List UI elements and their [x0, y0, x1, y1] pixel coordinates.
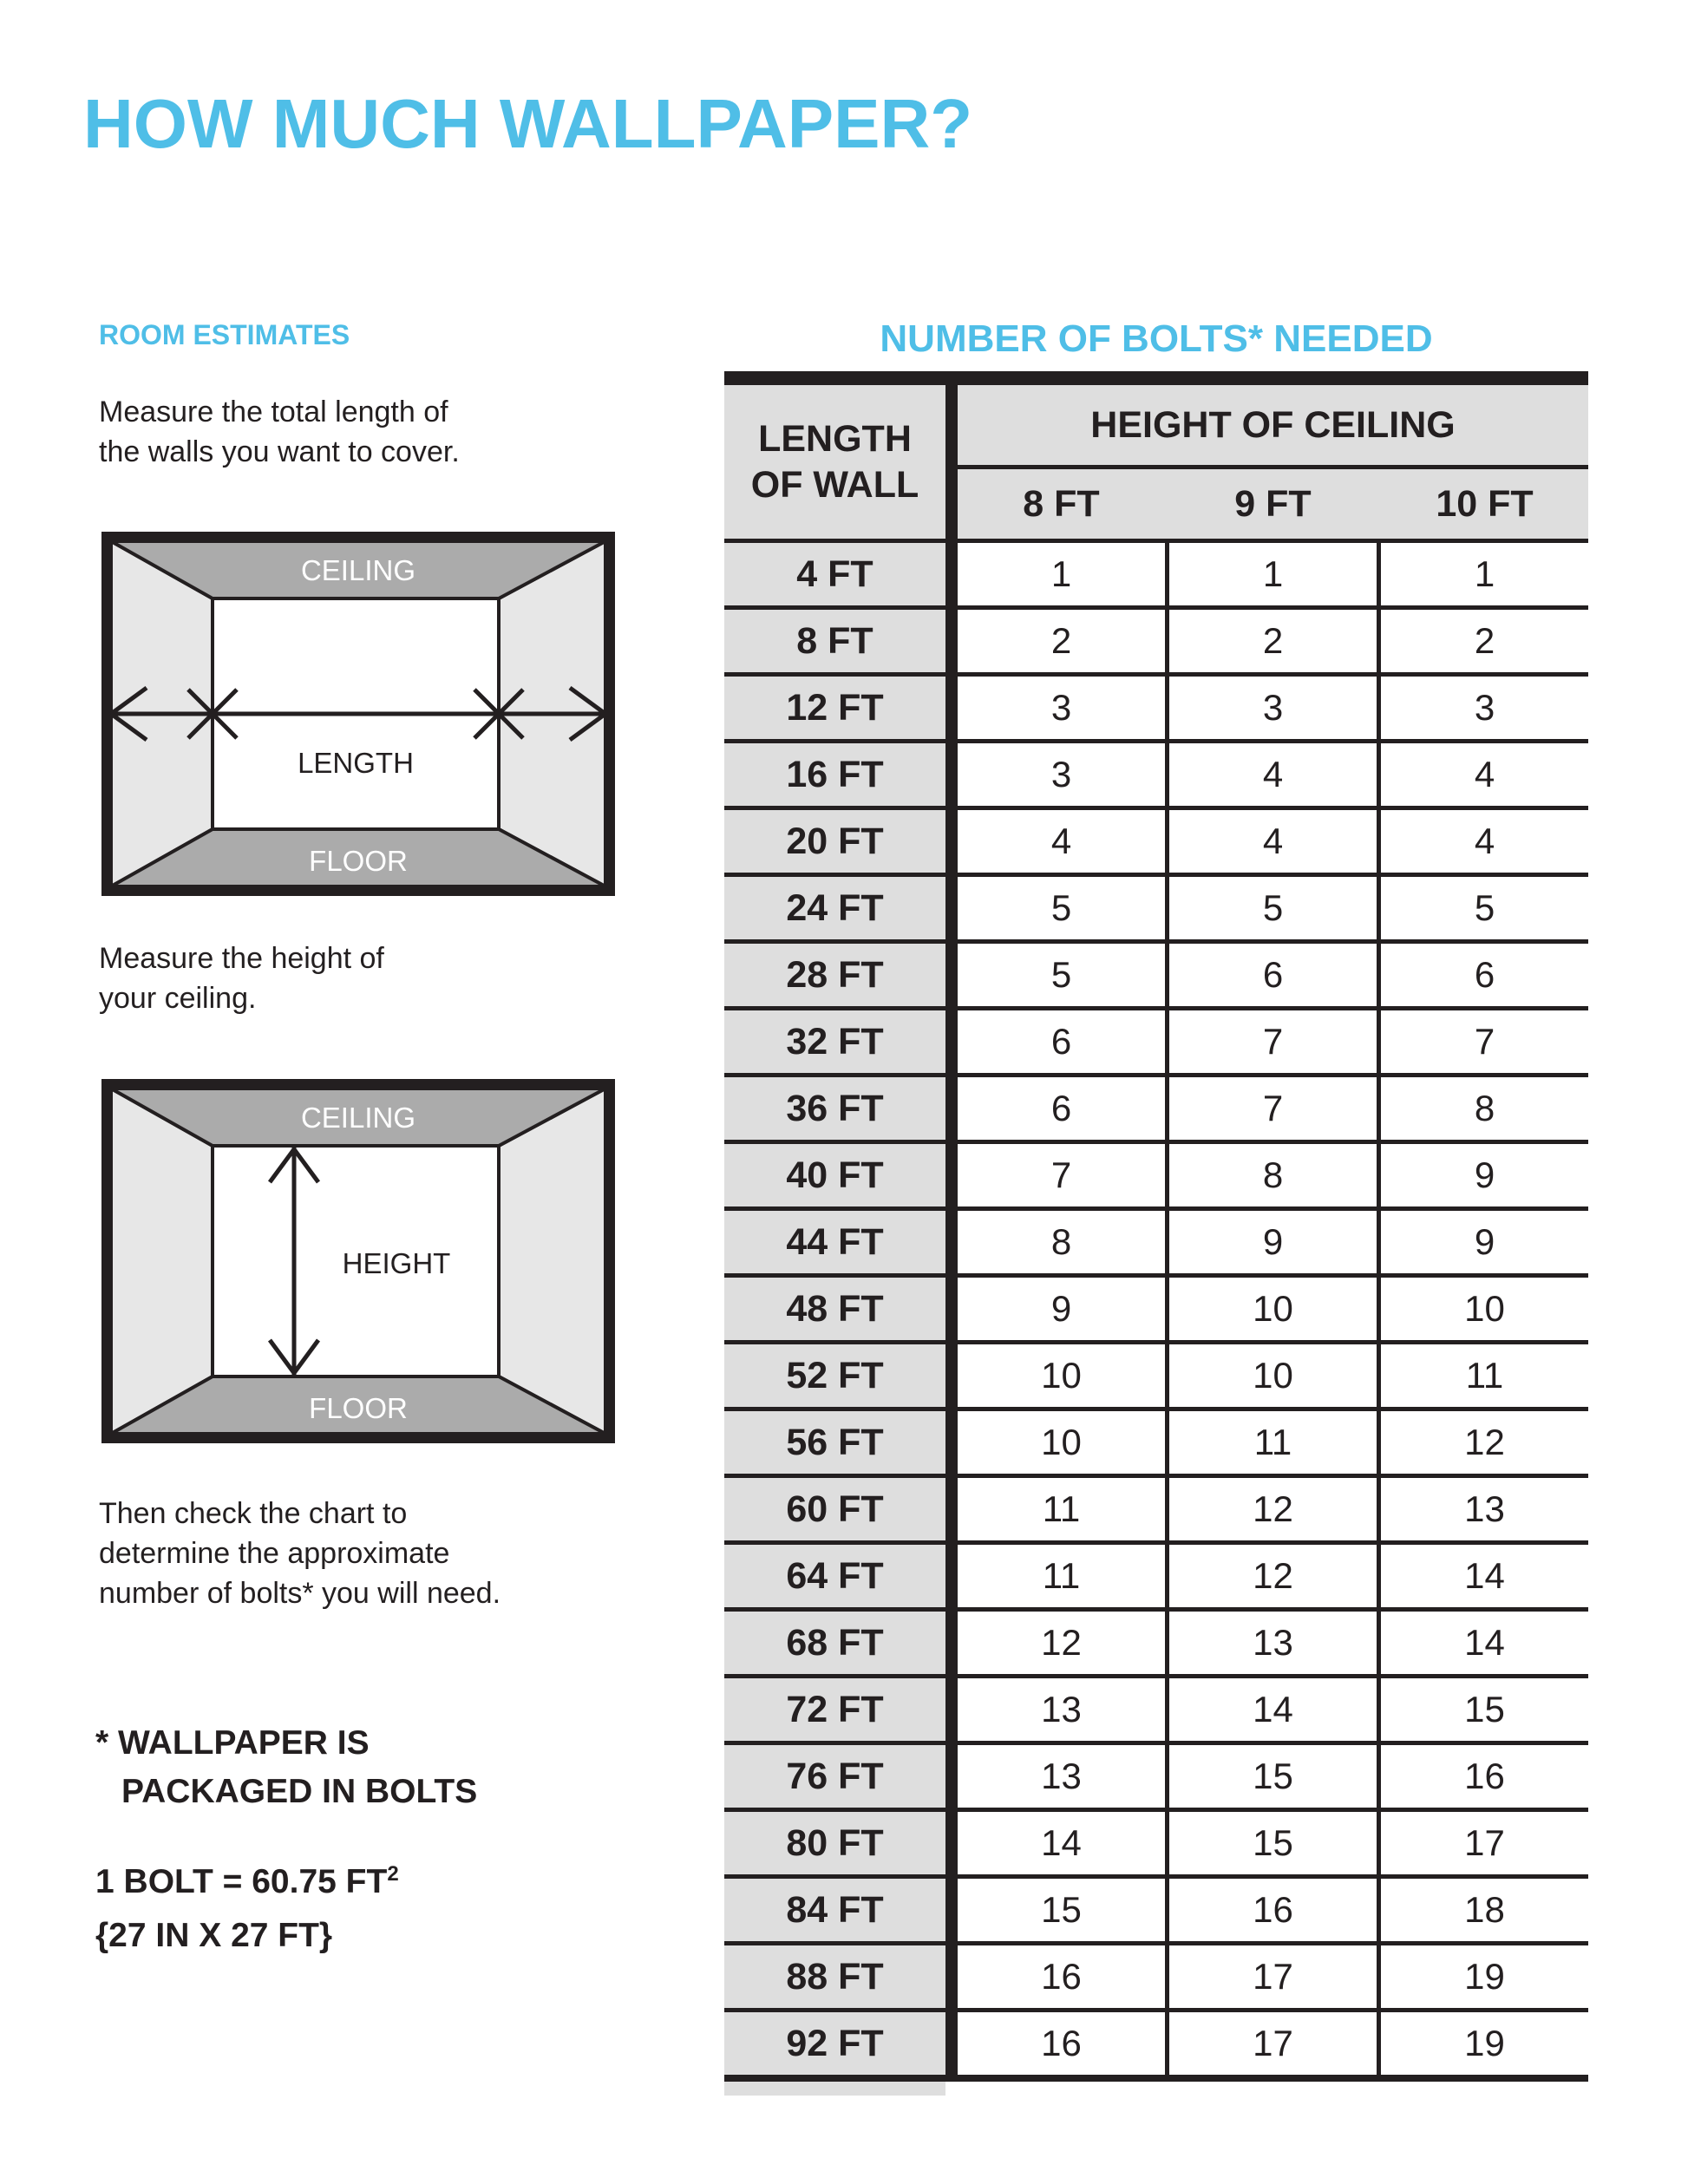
- bolt-count-cell: 13: [1041, 1756, 1082, 1796]
- length-label: LENGTH: [298, 747, 414, 779]
- bolt-count-cell: 16: [1377, 1745, 1588, 1808]
- column-divider: [945, 1612, 958, 1674]
- header-line: OF WALL: [750, 463, 919, 506]
- column-divider: [945, 1678, 958, 1741]
- wall-length-label: 20 FT: [724, 810, 945, 873]
- bolt-size-note: [95, 1847, 399, 1963]
- footnote-line: * WALLPAPER IS: [95, 1724, 370, 1762]
- bolt-count-cell: 9: [1165, 1211, 1377, 1273]
- table-header: [724, 385, 1588, 543]
- instruction-line: number of bolts* you will need.: [99, 1577, 501, 1610]
- bolt-size-line: 1 BOLT = 60.75 $FT^2$: [95, 1862, 399, 1900]
- room-estimates-heading: ROOM ESTIMATES: [99, 319, 350, 350]
- column-divider: [945, 1144, 958, 1206]
- column-divider: [945, 810, 958, 873]
- bolt-count-cell: 5: [1377, 877, 1588, 939]
- column-divider: [945, 1344, 958, 1407]
- bolt-count-cell: 15: [1377, 1678, 1588, 1741]
- bolt-count-cell: 9: [1377, 1144, 1588, 1206]
- bolt-count-cell: 8: [1165, 1144, 1377, 1206]
- table-row: [724, 2012, 1588, 2082]
- bolt-count-cell: 17: [1165, 2012, 1377, 2075]
- bolt-count-cell: 15: [1041, 1889, 1082, 1930]
- column-header-9ft: 9 FT: [1234, 482, 1312, 525]
- wall-length-label: 52 FT: [724, 1344, 945, 1407]
- column-divider: [945, 877, 958, 939]
- bolt-count-cell: 17: [1377, 1812, 1588, 1874]
- wall-length-label: 40 FT: [724, 1144, 945, 1206]
- bolt-count-cell: 10: [1377, 1278, 1588, 1340]
- table-row: [724, 610, 1588, 677]
- table-row: [724, 877, 1588, 944]
- length-of-wall-header: [724, 385, 945, 539]
- table-row: [724, 810, 1588, 877]
- bolt-count-cell: 9: [1377, 1211, 1588, 1273]
- table-row: [724, 1678, 1588, 1745]
- column-divider: [945, 1812, 958, 1874]
- room-height-diagram: [101, 1079, 615, 1443]
- ceiling-height-header-group: [958, 385, 1588, 539]
- column-divider: [945, 1010, 958, 1073]
- column-divider: [945, 1945, 958, 2008]
- table-row: [724, 1144, 1588, 1211]
- bolt-count-cell: 4: [1377, 743, 1588, 806]
- bolt-count-cell: 3: [1050, 754, 1072, 794]
- wall-length-label: 68 FT: [724, 1612, 945, 1674]
- bolt-count-cell: 14: [1377, 1545, 1588, 1607]
- bolt-dimensions-line: {27 IN X 27 FT}: [95, 1917, 333, 1954]
- floor-label: FLOOR: [309, 845, 408, 877]
- bolt-count-cell: 10: [1041, 1355, 1082, 1396]
- bolt-count-cell: 19: [1377, 2012, 1588, 2075]
- bolts-table: [724, 371, 1588, 2096]
- bolt-count-cell: 1: [1377, 543, 1588, 605]
- wall-length-label: 8 FT: [724, 610, 945, 672]
- column-divider: [945, 1545, 958, 1607]
- ceiling-height-subheader-row: [958, 469, 1588, 539]
- height-of-ceiling-header: HEIGHT OF CEILING: [958, 385, 1588, 469]
- column-header-10ft: 10 FT: [1436, 482, 1534, 525]
- bolt-count-cell: 16: [1165, 1879, 1377, 1941]
- bolt-count-cell: 14: [1377, 1612, 1588, 1674]
- column-divider: [945, 2012, 958, 2075]
- table-row: [724, 1211, 1588, 1278]
- column-divider: [945, 1879, 958, 1941]
- bolt-count-cell: 13: [1041, 1689, 1082, 1730]
- table-row: [724, 1879, 1588, 1945]
- table-top-bar: [724, 371, 1588, 385]
- bolt-count-cell: 10: [1165, 1344, 1377, 1407]
- column-divider: [945, 1278, 958, 1340]
- column-header-8ft: 8 FT: [1023, 482, 1100, 525]
- bolt-count-cell: 4: [1165, 743, 1377, 806]
- bolt-count-cell: 9: [1050, 1288, 1072, 1329]
- wall-length-label: 4 FT: [724, 543, 945, 605]
- bolt-count-cell: 12: [1377, 1411, 1588, 1474]
- table-footer-strip: [724, 2082, 945, 2096]
- bolt-count-cell: 7: [1165, 1077, 1377, 1140]
- bolt-count-cell: 2: [1165, 610, 1377, 672]
- bolt-count-cell: 19: [1377, 1945, 1588, 2008]
- table-row: [724, 1612, 1588, 1678]
- bolt-count-cell: 10: [1165, 1278, 1377, 1340]
- table-row: [724, 1945, 1588, 2012]
- bolt-count-cell: 15: [1165, 1812, 1377, 1874]
- column-divider: [945, 1211, 958, 1273]
- column-divider: [945, 1077, 958, 1140]
- room-length-diagram: [101, 532, 615, 896]
- bolt-count-cell: 2: [1377, 610, 1588, 672]
- column-divider: [945, 1411, 958, 1474]
- table-row: [724, 1745, 1588, 1812]
- bolt-count-cell: 11: [1042, 1488, 1081, 1529]
- instruction-measure-length: [99, 392, 460, 472]
- wall-length-label: 12 FT: [724, 677, 945, 739]
- wall-length-label: 88 FT: [724, 1945, 945, 2008]
- bolt-count-cell: 8: [1050, 1221, 1072, 1262]
- bolt-count-cell: 7: [1050, 1154, 1072, 1195]
- instruction-check-chart: [99, 1494, 501, 1613]
- bolt-count-cell: 1: [1050, 553, 1072, 594]
- bolt-count-cell: 4: [1050, 821, 1072, 861]
- bolt-count-cell: 8: [1377, 1077, 1588, 1140]
- bolt-count-cell: 16: [1041, 1956, 1082, 1997]
- instruction-line: Measure the total length of: [99, 396, 448, 428]
- instruction-line: your ceiling.: [99, 982, 257, 1015]
- bolt-count-cell: 16: [1041, 2023, 1082, 2063]
- wall-length-label: 24 FT: [724, 877, 945, 939]
- wall-length-label: 84 FT: [724, 1879, 945, 1941]
- column-divider: [945, 610, 958, 672]
- column-divider: [945, 385, 958, 539]
- bolt-count-cell: 12: [1041, 1622, 1082, 1663]
- bolt-count-cell: 2: [1050, 620, 1072, 661]
- table-title: NUMBER OF BOLTS* NEEDED: [880, 317, 1433, 360]
- wall-length-label: 64 FT: [724, 1545, 945, 1607]
- column-divider: [945, 944, 958, 1006]
- bolt-count-cell: 17: [1165, 1945, 1377, 2008]
- bolt-count-cell: 4: [1165, 810, 1377, 873]
- instruction-measure-height: [99, 938, 384, 1018]
- table-row: [724, 677, 1588, 743]
- bolt-count-cell: 3: [1050, 687, 1072, 728]
- table-row: [724, 1278, 1588, 1344]
- bolt-count-cell: 6: [1377, 944, 1588, 1006]
- bolt-count-cell: 10: [1041, 1422, 1082, 1462]
- wall-length-label: 92 FT: [724, 2012, 945, 2075]
- wall-length-label: 36 FT: [724, 1077, 945, 1140]
- wall-length-label: 76 FT: [724, 1745, 945, 1808]
- table-row: [724, 1812, 1588, 1879]
- bolt-count-cell: 4: [1377, 810, 1588, 873]
- bolt-count-cell: 3: [1377, 677, 1588, 739]
- header-line: LENGTH: [758, 417, 912, 460]
- wall-length-label: 80 FT: [724, 1812, 945, 1874]
- bolt-count-cell: 13: [1165, 1612, 1377, 1674]
- wall-length-label: 48 FT: [724, 1278, 945, 1340]
- bolt-count-cell: 1: [1165, 543, 1377, 605]
- page-title: HOW MUCH WALLPAPER?: [83, 85, 973, 162]
- table-row: [724, 743, 1588, 810]
- column-divider: [945, 1745, 958, 1808]
- bolt-count-cell: 7: [1165, 1010, 1377, 1073]
- bolt-count-cell: 5: [1050, 887, 1072, 928]
- table-row: [724, 1010, 1588, 1077]
- bolt-count-cell: 11: [1042, 1555, 1081, 1596]
- bolt-count-cell: 11: [1377, 1344, 1588, 1407]
- bolt-count-cell: 12: [1165, 1545, 1377, 1607]
- bolt-count-cell: 14: [1165, 1678, 1377, 1741]
- bolt-count-cell: 18: [1377, 1879, 1588, 1941]
- table-row: [724, 543, 1588, 610]
- height-label: HEIGHT: [342, 1247, 451, 1279]
- floor-label: FLOOR: [309, 1392, 408, 1424]
- bolt-count-cell: 5: [1050, 954, 1072, 995]
- squared-superscript: 2: [387, 1862, 399, 1886]
- wall-length-label: 56 FT: [724, 1411, 945, 1474]
- footnote-line: PACKAGED IN BOLTS: [121, 1773, 478, 1810]
- column-divider: [945, 1478, 958, 1540]
- wall-length-label: 32 FT: [724, 1010, 945, 1073]
- table-rows: [724, 543, 1588, 2082]
- bolt-count-cell: 3: [1165, 677, 1377, 739]
- bolt-count-cell: 6: [1050, 1088, 1072, 1128]
- instruction-line: determine the approximate: [99, 1537, 450, 1570]
- column-divider: [945, 743, 958, 806]
- instruction-line: Measure the height of: [99, 942, 384, 975]
- wall-length-label: 72 FT: [724, 1678, 945, 1741]
- ceiling-label: CEILING: [300, 554, 416, 586]
- wall-length-label: 44 FT: [724, 1211, 945, 1273]
- bolt-count-cell: 6: [1165, 944, 1377, 1006]
- table-row: [724, 1411, 1588, 1478]
- instruction-line: the walls you want to cover.: [99, 435, 460, 468]
- bolt-count-cell: 15: [1165, 1745, 1377, 1808]
- table-row: [724, 1478, 1588, 1545]
- wall-length-label: 28 FT: [724, 944, 945, 1006]
- bolt-count-cell: 5: [1165, 877, 1377, 939]
- table-row: [724, 1344, 1588, 1411]
- bolt-count-cell: 14: [1041, 1822, 1082, 1863]
- bolt-count-cell: 7: [1377, 1010, 1588, 1073]
- bolt-count-cell: 12: [1165, 1478, 1377, 1540]
- table-row: [724, 1545, 1588, 1612]
- column-divider: [945, 677, 958, 739]
- column-divider: [945, 543, 958, 605]
- bolt-count-cell: 11: [1165, 1411, 1377, 1474]
- table-row: [724, 1077, 1588, 1144]
- bolt-count-cell: 13: [1377, 1478, 1588, 1540]
- instruction-line: Then check the chart to: [99, 1497, 408, 1530]
- bolts-footnote: [95, 1719, 477, 1816]
- wall-length-label: 16 FT: [724, 743, 945, 806]
- bolt-count-cell: 6: [1050, 1021, 1072, 1062]
- ceiling-label: CEILING: [300, 1102, 416, 1134]
- wall-length-label: 60 FT: [724, 1478, 945, 1540]
- table-row: [724, 944, 1588, 1010]
